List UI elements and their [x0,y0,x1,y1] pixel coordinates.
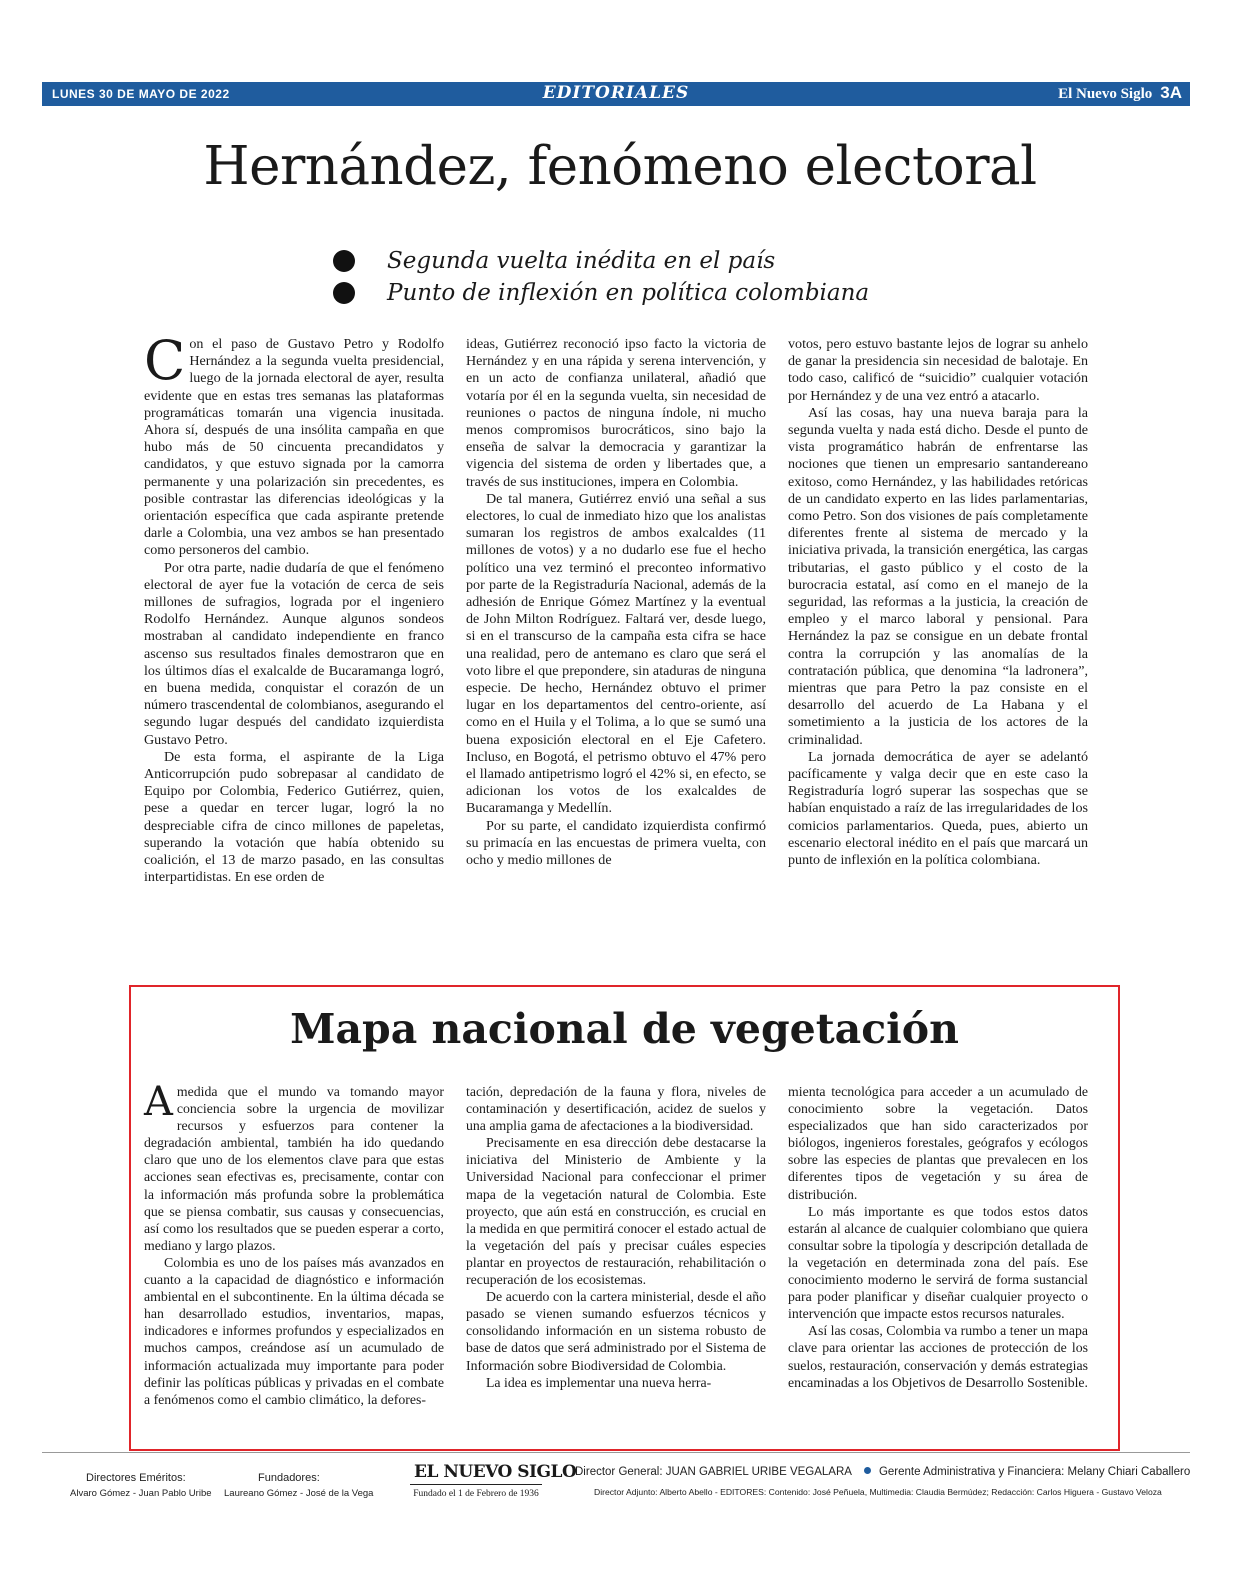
bullet-text: Segunda vuelta inédita en el país [387,248,776,274]
paragraph: Con el paso de Gustavo Petro y Rodolfo Hernández a la segunda vuelta presidencial, luego de la jornada electoral de ayer, resulta evidente que en estas tres semanas las plataformas programáticas tomarán una vigencia inusitada. Ahora sí, después de una insólita campaña en que hubo más de 50 cincuenta precandidatos y candidatos, y que estuvo signada por la camorra permanente y una polarización sin precedentes, es posible contrastar las diferencias ideológicas y la orientación específica que cada aspirante pretende darle a Colombia, una vez ambos se han presentado como personeros del cambio. [144,329,444,559]
paragraph: De tal manera, Gutiérrez envió una señal a sus electores, lo cual de inmediato hizo que los analistas sumaran los registros de ambos exalcaldes (11 millones de votos) y a no dudarlo ese fue el hecho político una vez terminó el preconteo informativo por parte de la Registraduría Nacional, además de la adhesión de Enrique Gómez Martínez y la eventual de John Milton Rodríguez. Faltará ver, desde luego, si en el transcurso de la campaña esta cifra se hace una realidad, pero de antemano es claro que será el voto libre el que prepondere, sin ataduras de ninguna especie. De hecho, Hernández obtuvo el primer lugar en los departamentos del centro-oriente, así como en el Huila y el Tolima, a lo que se sumó una buena exposición electoral en el Eje Cafetero. Incluso, en Bogotá, el petrismo obtuvo el 47% pero el llamado antipetrismo logró el 42% si, en efecto, se adicionan los votos de los exalcaldes de Bucaramanga y Medellín. [466,490,766,817]
paragraph: Precisamente en esa dirección debe destacarse la iniciativa del Ministerio de Ambiente y la Universidad Nacional para confeccionar el primer mapa de la vegetación natural de Colombia. Este proyecto, que aún está en construcción, es crucial en la medida en que permitirá conocer el estado actual de la vegetación del país y precisar cuáles especies plantar en proyectos de restauración, rehabilitación o recuperación de los ecosistemas. [466,1135,766,1288]
paragraph: Amedida que el mundo va tomando mayor conciencia sobre la urgencia de movilizar recursos y esfuerzos para contener la degradación ambiental, también ha ido quedando claro que uno de los elementos clave para que estas acciones sean efectivas es, precisamente, contar con la información más profunda sobre la problemática que se piensa combatir, sus causas y consecuencias, así como los resultados que se pueden esperar a corto, mediano y largo plazos. [144,1079,444,1253]
paragraph: Así las cosas, hay una nueva baraja para la segunda vuelta y nada está dicho. Desde el punto de vista programático habrán de enfrentarse las nociones que tienen un empresario santandereano exitoso, como Hernández, y las habilidades retóricas de un candidato experto en las lides parlamentarias, como Petro. Son dos visiones de país completamente diferentes frente al sistema de mercado y la iniciativa privada, la transición energética, las cargas tributarias, el gasto público y el costo de la burocracia estatal, así como en el manejo de la seguridad, las reformas a la justicia, la creación de empleo y el marco laboral y pensional. Para Hernández la paz se consigue en un debate frontal contra la corrupción y las anomalías de la contratación pública, que denomina “la ladronera”, mientras que para Petro la paz consiste en el desarrollo del acuerdo de La Habana y el sometimiento a la justicia de los actores de la criminalidad. [788,404,1088,748]
emeritus-label: Directores Eméritos: [86,1472,186,1484]
gerente: Gerente Administrativa y Financiera: Melany Chiari Caballero [878,1466,1191,1478]
paragraph: ideas, Gutiérrez reconoció ipso facto la victoria de Hernández y en una rápida y serena intervención, y en un acto de confianza unilateral, añadió que votaría por él en la segunda vuelta, sin necesidad de reuniones o pactos de ninguna índole, ni mucho menos compromisos burocráticos, sino bajo la enseña de salvar la democracia y garantizar la vigencia del sistema de orden y libertades que, a través de sus instituciones, impera en Colombia. [466,336,766,490]
second-column-2 [466,1083,766,1391]
summary-bullets [333,245,869,309]
page-number: 3A [1160,83,1182,102]
paragraph: Así las cosas, Colombia va rumbo a tener un mapa clave para orientar las acciones de protección de los suelos, restauración, conservación y demás estrategias encaminadas a los Objetivos de Desarrollo Sostenible. [788,1323,1089,1390]
footer-divider [42,1452,1190,1453]
masthead-small [1058,83,1182,103]
paragraph: Colombia es uno de los países más avanzados en cuanto a la capacidad de diagnóstico e información ambiental en el subcontinente. En la última década se han desarrollado estudios, inventarios, mapas, indicadores e informes profundos y especializados en muchos campos, creándose así un acumulado de información actualizada muy importante para poder definir las políticas públicas y privadas en el combate a fenómenos como el cambio climático, la defores- [144,1254,444,1407]
second-headline: Mapa nacional de vegetación [290,1005,959,1053]
paragraph: De acuerdo con la cartera ministerial, desde el año pasado se vienen sumando esfuerzos técnicos y consolidando información en un sistema robusto de base de datos que será administrado por el Sistema de Información sobre Biodiversidad de Colombia. [466,1289,766,1373]
emeritus-names: Alvaro Gómez - Juan Pablo Uribe [70,1488,212,1499]
founders-label: Fundadores: [258,1472,320,1484]
logo-underline [410,1484,542,1485]
drop-cap: C [144,329,186,392]
founders-names: Laureano Gómez - José de la Vega [224,1488,374,1499]
founded-date: Fundado el 1 de Febrero de 1936 [413,1489,539,1499]
director-general: Director General: JUAN GABRIEL URIBE VEGALARA [575,1466,852,1478]
summary-bullet [333,277,869,309]
staff-line-2: Director Adjunto: Alberto Abello - EDITORES: Contenido: José Peñuela, Multimedia: Claudia Bermúdez; Redacción: Carlos Higuera - Gustavo Veloza [594,1487,1162,1497]
drop-cap: A [144,1079,173,1125]
header-bar [42,82,1190,106]
paragraph: votos, pero estuvo bastante lejos de lograr su anhelo de ganar la presidencia sin necesidad de balotaje. En todo caso, calificó de “suicidio” cualquier votación por Hernández y de una vez entró a atacarlo. [788,336,1088,404]
main-column-2 [466,336,766,869]
second-column-3 [788,1083,1088,1391]
paragraph: tación, depredación de la fauna y flora, niveles de contaminación y desertificación, acidez de suelos y una amplia gama de afectaciones a la biodiversidad. [466,1084,766,1134]
paragraph: Por otra parte, nadie dudaría de que el fenómeno electoral de ayer fue la votación de cerca de seis millones de sufragios, lograda por el ingeniero Rodolfo Hernández. Aunque algunos sondeos mostraban al candidato independiente en franco ascenso sus resultados finales demostraron que en los últimos días el exalcalde de Bucaramanga logró, en buena medida, conquistar el corazón de un número trascendental de colombianos, asegurando el segundo lugar después del candidato izquierdista Gustavo Petro. [144,559,444,748]
issue-date: LUNES 30 DE MAYO DE 2022 [52,87,230,101]
paragraph: La idea es implementar una nueva herra- [486,1374,712,1390]
paper-name: El Nuevo Siglo [1058,86,1153,102]
paragraph: De esta forma, el aspirante de la Liga Anticorrupción pudo sobrepasar al candidato de Equipo por Colombia, Federico Gutiérrez, quien, pese a quedar en tercer lugar, logró la no despreciable cifra de cinco millones de papeletas, superando la votación que había obtenido su coalición, el 13 de marzo pasado, en las consultas interpartidistas. En ese orden de [144,748,444,886]
second-column-1 [144,1079,444,1408]
paragraph: mienta tecnológica para acceder a un acumulado de conocimiento sobre la vegetación. Datos especializados que han sido caracterizados por biólogos, ingenieros forestales, geógrafos y ecólogos sobre las especies de plantas que prevalecen en los diferentes tipos de vegetación y su área de distribución. [788,1084,1088,1202]
bullet-text: Punto de inflexión en política colombiana [387,280,870,306]
bullet-dot-icon [333,250,355,272]
staff-line-1 [575,1466,1190,1478]
bullet-dot-icon [333,282,355,304]
main-column-1 [144,329,444,887]
newspaper-logo: EL NUEVO SIGLO [414,1462,577,1482]
paragraph: Por su parte, el candidato izquierdista confirmó su primacía en las encuestas de primera vuelta, con ocho y medio millones de [466,817,766,869]
paragraph: Lo más importante es que todos estos datos estarán al alcance de cualquier colombiano que quiera consultar sobre la tipología y descripción detallada de la vegetación en determinada zona del país. Ese conocimiento moderno le servirá de forma sustancial para poder planificar y diseñar cualquier proyecto o intervención que impacte estos recursos naturales. [788,1203,1088,1322]
main-headline: Hernández, fenómeno electoral [203,136,1037,197]
main-column-3 [788,336,1088,869]
summary-bullet [333,245,869,277]
separator-dot-icon [864,1467,871,1474]
section-title: EDITORIALES [542,83,690,103]
paragraph: La jornada democrática de ayer se adelantó pacíficamente y valga decir que en este caso la Registraduría logró superar las sospechas que se habían enquistado a raíz de las irregularidades de los comicios parlamentarios. Queda, pues, abierto un escenario electoral inédito en el país que marcará un punto de inflexión en la política colombiana. [788,748,1088,869]
